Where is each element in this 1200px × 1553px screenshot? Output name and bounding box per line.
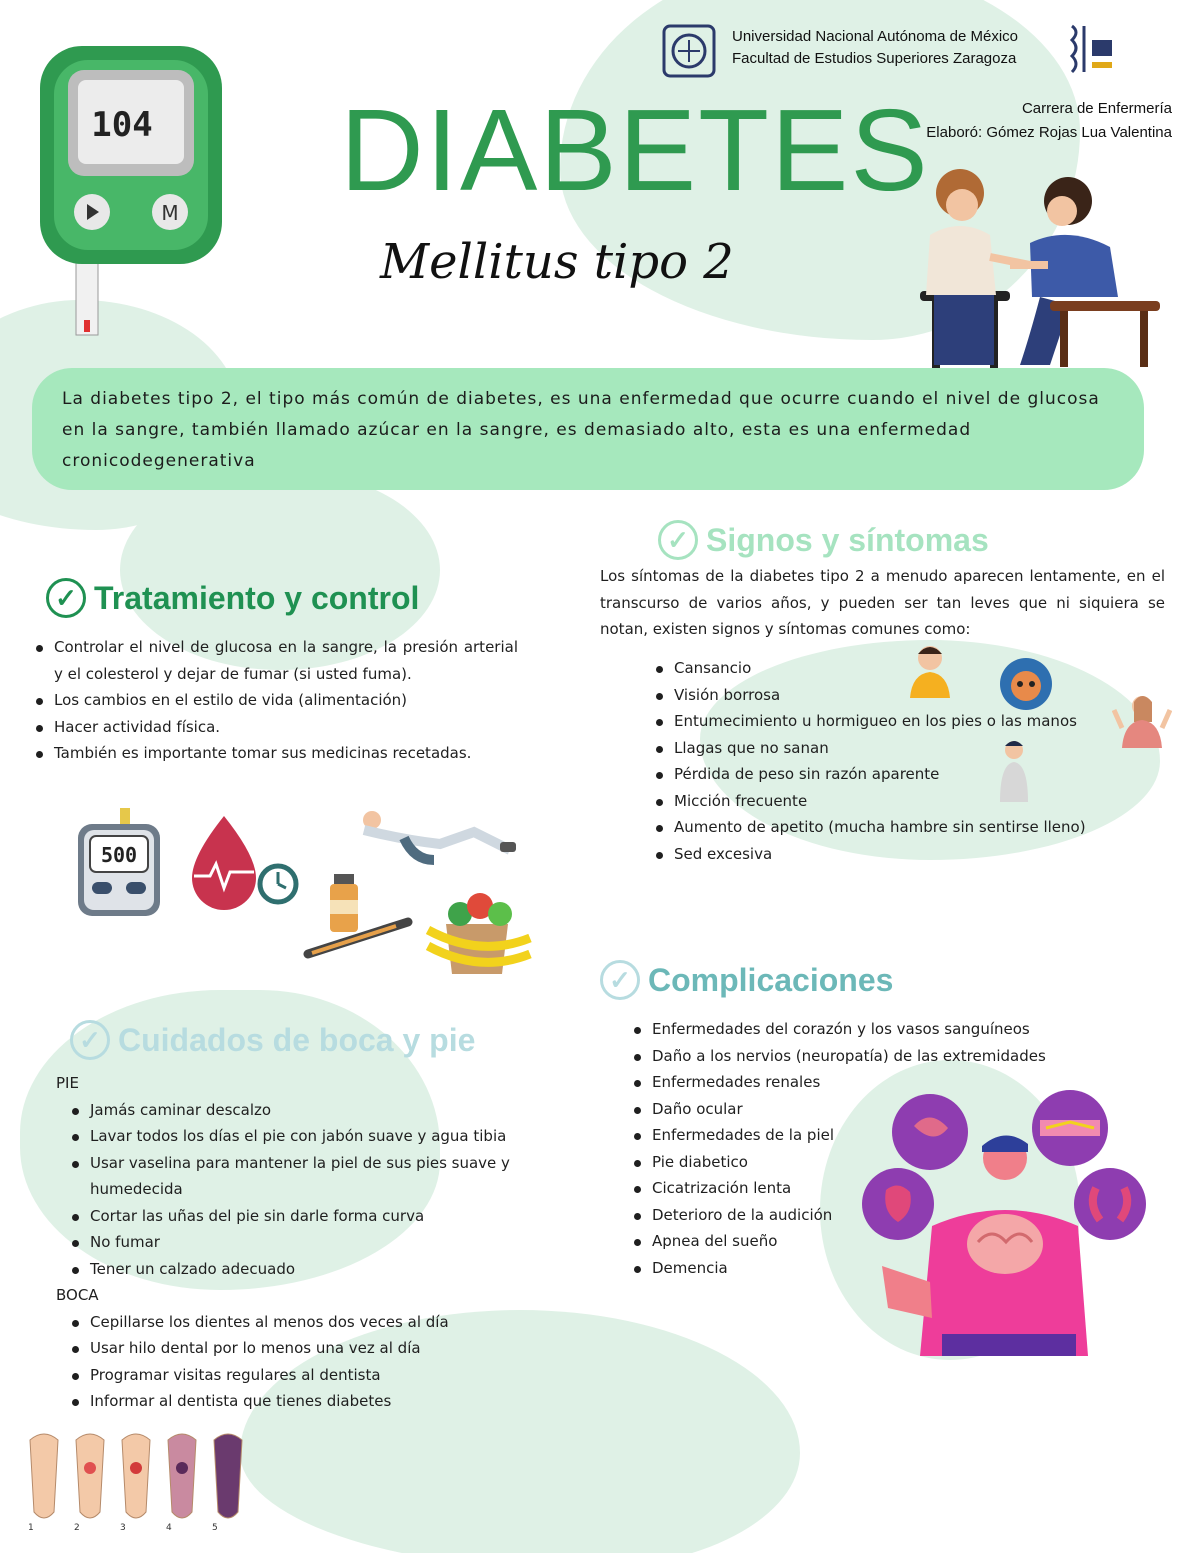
cuidados-title xyxy=(70,1020,475,1060)
foot-stage-number: 4 xyxy=(166,1523,172,1532)
check-icon: ✓ xyxy=(600,960,640,1000)
complication-item: Daño ocular xyxy=(630,1096,1100,1123)
complication-item: Enfermedades de la piel xyxy=(630,1122,1100,1149)
glucometer-illustration xyxy=(36,40,226,340)
tratamiento-item: También es importante tomar sus medicinas recetadas. xyxy=(32,740,518,767)
foot-stage-number: 5 xyxy=(212,1523,218,1532)
foot-care-item: No fumar xyxy=(68,1229,566,1256)
nurse-patient-illustration xyxy=(900,165,1170,370)
foot-stage xyxy=(120,1434,150,1532)
numbness-hands-icon xyxy=(1112,692,1172,748)
page-title: DIABETES xyxy=(340,85,930,215)
pie-label: PIE xyxy=(56,1074,79,1092)
foot-stage-number: 2 xyxy=(74,1523,80,1532)
unam-seal-icon xyxy=(660,22,718,80)
insulin-vial-syringe-icon xyxy=(300,868,420,960)
faculty-name: Facultad de Estudios Superiores Zaragoza xyxy=(732,50,1017,67)
complication-item: Enfermedades renales xyxy=(630,1069,1100,1096)
check-icon: ✓ xyxy=(658,520,698,560)
symptom-item: Sed excesiva xyxy=(652,841,1132,868)
tired-person-icon xyxy=(900,640,960,700)
svg-text:M: M xyxy=(161,201,179,225)
pie-list xyxy=(68,1097,566,1283)
meter-reading: 104 xyxy=(91,105,153,145)
mouth-care-item: Cepillarse los dientes al menos dos veces al día xyxy=(68,1309,566,1336)
foot-stage-number: 3 xyxy=(120,1523,126,1532)
complication-item: Demencia xyxy=(630,1255,1100,1282)
fes-zaragoza-logo-icon xyxy=(1066,22,1118,84)
page-subtitle: Mellitus tipo 2 xyxy=(380,234,734,290)
mouth-care-item: Usar hilo dental por lo menos una vez al día xyxy=(68,1335,566,1362)
tratamiento-item: Los cambios en el estilo de vida (alimentación) xyxy=(32,687,518,714)
complication-item: Cicatrización lenta xyxy=(630,1175,1100,1202)
tratamiento-item: Controlar el nivel de glucosa en la sangre, la presión arterial y el colesterol y dejar de fumar (si usted fuma). xyxy=(32,634,518,687)
career-name: Carrera de Enfermería xyxy=(1021,100,1172,117)
symptom-item: Aumento de apetito (mucha hambre sin sentirse lleno) xyxy=(652,814,1132,841)
blood-drop-pressure-icon xyxy=(184,812,304,912)
signos-title-text: Signos y síntomas xyxy=(706,522,989,558)
tratamiento-title-text: Tratamiento y control xyxy=(94,580,420,616)
tratamiento-title xyxy=(46,578,419,618)
foot-stage xyxy=(212,1434,242,1532)
tratamiento-item: Hacer actividad física. xyxy=(32,714,518,741)
foot-care-item: Tener un calzado adecuado xyxy=(68,1256,566,1283)
foot-care-item: Usar vaselina para mantener la piel de sus pies suave y humedecida xyxy=(68,1150,566,1203)
healthy-food-tape-icon xyxy=(424,884,534,976)
foot-stage xyxy=(28,1434,58,1532)
exercise-person-icon xyxy=(344,806,520,872)
complication-item: Enfermedades del corazón y los vasos sanguíneos xyxy=(630,1016,1100,1043)
boca-label: BOCA xyxy=(56,1286,99,1304)
diabetic-foot-stages-illustration xyxy=(14,1428,254,1532)
foot-stage xyxy=(74,1434,104,1532)
meter2-reading: 500 xyxy=(100,843,138,867)
signos-title xyxy=(658,520,989,560)
symptom-item: Visión borrosa xyxy=(652,682,1132,709)
complication-item: Apnea del sueño xyxy=(630,1228,1100,1255)
foot-care-item: Lavar todos los días el pie con jabón suave y agua tibia xyxy=(68,1123,566,1150)
foot-stage-number: 1 xyxy=(28,1523,34,1532)
weight-loss-person-icon xyxy=(994,738,1034,802)
organs-complications-illustration xyxy=(860,1086,1150,1356)
complication-item: Daño a los nervios (neuropatía) de las extremidades xyxy=(630,1043,1100,1070)
university-name: Universidad Nacional Autónoma de México xyxy=(732,28,1018,45)
complicaciones-title-text: Complicaciones xyxy=(648,962,894,998)
career-author-block xyxy=(926,97,1172,145)
symptom-item: Micción frecuente xyxy=(652,788,1132,815)
symptom-item: Llagas que no sanan xyxy=(652,735,1132,762)
foot-care-item: Cortar las uñas del pie sin darle forma curva xyxy=(68,1203,566,1230)
tratamiento-list xyxy=(32,634,518,767)
complication-item: Deterioro de la audición xyxy=(630,1202,1100,1229)
boca-list xyxy=(68,1309,566,1415)
symptom-item: Pérdida de peso sin razón aparente xyxy=(652,761,1132,788)
complicaciones-title xyxy=(600,960,893,1000)
cuidados-content xyxy=(56,1070,566,1415)
mouth-care-item: Programar visitas regulares al dentista xyxy=(68,1362,566,1389)
blurred-vision-icon xyxy=(998,656,1054,712)
check-icon: ✓ xyxy=(46,578,86,618)
mouth-care-item: Informar al dentista que tienes diabetes xyxy=(68,1388,566,1415)
cuidados-title-text: Cuidados de boca y pie xyxy=(118,1022,476,1058)
signos-list xyxy=(652,655,1132,867)
author-name: Elaboró: Gómez Rojas Lua Valentina xyxy=(926,124,1172,141)
symptom-item: Entumecimiento u hormigueo en los pies o las manos xyxy=(652,708,1132,735)
check-icon: ✓ xyxy=(70,1020,110,1060)
foot-stage xyxy=(166,1434,196,1532)
complication-item: Pie diabetico xyxy=(630,1149,1100,1176)
foot-care-item: Jamás caminar descalzo xyxy=(68,1097,566,1124)
intro-text: La diabetes tipo 2, el tipo más común de diabetes, es una enfermedad que ocurre cuando el nivel de glucosa en la sangre, también llamado azúcar en la sangre, es demasiado alto, esta es una enfermedad cronicodegenerativa xyxy=(62,389,1100,471)
symptom-item: Cansancio xyxy=(652,655,1132,682)
signos-intro: Los síntomas de la diabetes tipo 2 a menudo aparecen lentamente, en el transcurso de varios años, y pueden ser tan leves que ni siquiera se notan, existen signos y síntomas comunes como: xyxy=(600,567,1165,638)
glucometer-500-illustration xyxy=(74,806,164,918)
intro-box xyxy=(32,368,1144,490)
